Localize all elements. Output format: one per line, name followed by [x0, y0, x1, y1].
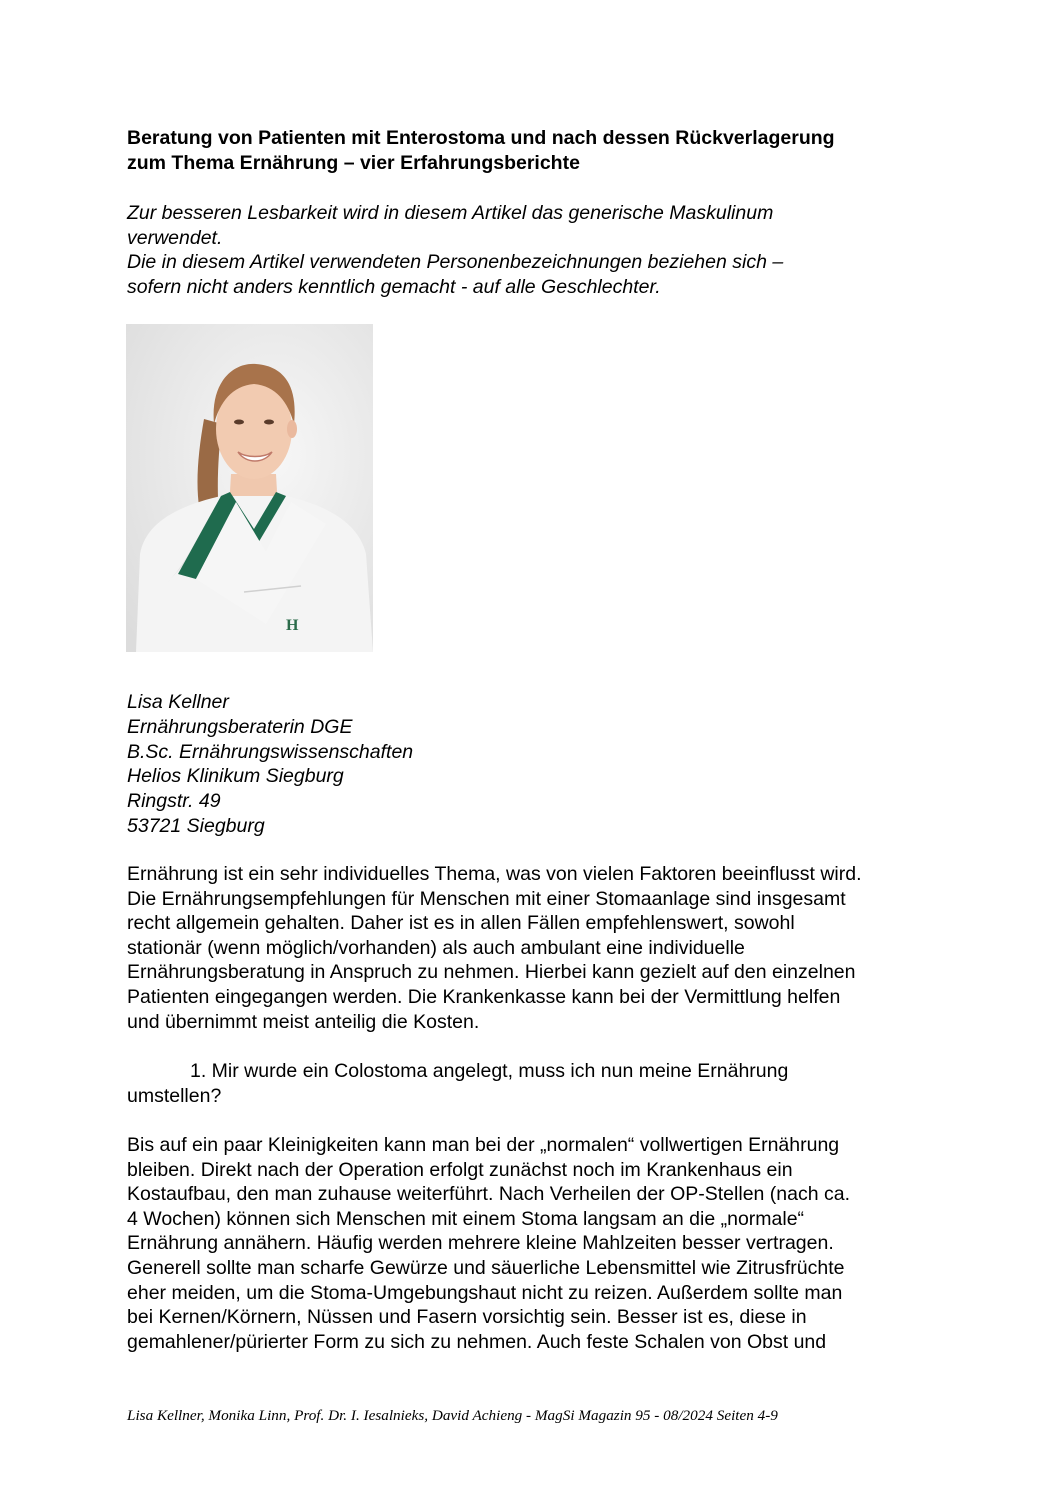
paragraph-line: Ernährung ist ein sehr individuelles Thema, was von vielen Faktoren beeinflusst wird. [127, 863, 862, 885]
title-line: Beratung von Patienten mit Enterostoma und nach dessen Rückverlagerung [127, 127, 835, 149]
paragraph-line: bleiben. Direkt nach der Operation erfolgt zunächst noch im Krankenhaus ein [127, 1158, 793, 1181]
author-name: Lisa Kellner [127, 691, 229, 713]
paragraph-line: 4 Wochen) können sich Menschen mit einem Stoma langsam an die „normale“ [127, 1207, 805, 1230]
question-line: umstellen? [127, 1084, 222, 1107]
notice-line: Die in diesem Artikel verwendeten Personenbezeichnungen beziehen sich – [127, 251, 784, 273]
helios-logo-letter: H [286, 617, 299, 634]
author-street: Ringstr. 49 [127, 790, 221, 813]
paragraph-line: Patienten eingegangen werden. Die Krankenkasse kann bei der Vermittlung helfen [127, 985, 841, 1008]
readability-notice [127, 201, 927, 299]
paragraph-line: Bis auf ein paar Kleinigkeiten kann man bei der „normalen“ vollwertigen Ernährung [127, 1134, 840, 1156]
paragraph-line: gemahlener/pürierter Form zu sich zu nehmen. Auch feste Schalen von Obst und [127, 1330, 827, 1353]
author-role: Ernährungsberaterin DGE [127, 715, 353, 738]
question-line: 1. Mir wurde ein Colostoma angelegt, muss ich nun meine Ernährung [190, 1060, 789, 1082]
question-heading [127, 1059, 957, 1108]
notice-line: verwendet. [127, 226, 223, 249]
paragraph-line: recht allgemein gehalten. Daher ist es in allen Fällen empfehlenswert, sowohl [127, 912, 795, 935]
paragraph-line: Generell sollte man scharfe Gewürze und säuerliche Lebensmittel wie Zitrusfrüchte [127, 1256, 845, 1279]
paragraph-line: bei Kernen/Körnern, Nüssen und Fasern vorsichtig sein. Besser ist es, diese in [127, 1306, 807, 1329]
paragraph-line: eher meiden, um die Stoma-Umgebungshaut nicht zu reizen. Außerdem sollte man [127, 1281, 843, 1304]
author-city: 53721 Siegburg [127, 814, 265, 837]
author-photo [126, 324, 373, 652]
author-info [127, 690, 413, 839]
paragraph-line: Ernährungsberatung in Anspruch zu nehmen. Hierbei kann gezielt auf den einzelnen [127, 961, 856, 984]
title-line: zum Thema Ernährung – vier Erfahrungsberichte [127, 152, 580, 174]
paragraph-line: Die Ernährungsempfehlungen für Menschen mit einer Stomaanlage sind insgesamt [127, 887, 846, 910]
author-institution: Helios Klinikum Siegburg [127, 765, 344, 788]
author-degree: B.Sc. Ernährungswissenschaften [127, 740, 414, 763]
notice-line: Zur besseren Lesbarkeit wird in diesem Artikel das generische Maskulinum [127, 202, 774, 224]
paragraph-line: stationär (wenn möglich/vorhanden) als auch ambulant eine individuelle [127, 936, 745, 959]
page-footer: Lisa Kellner, Monika Linn, Prof. Dr. I. Iesalnieks, David Achieng - MagSi Magazin 95 - 08/2024 Seiten 4-9 [127, 1407, 778, 1424]
notice-line: sofern nicht anders kenntlich gemacht - auf alle Geschlechter. [127, 275, 661, 298]
paragraph-line: Kostaufbau, den man zuhause weiterführt. Nach Verheilen der OP-Stellen (nach ca. [127, 1183, 851, 1206]
answer-paragraph [127, 1133, 957, 1354]
intro-paragraph [127, 862, 957, 1034]
paragraph-line: und übernimmt meist anteilig die Kosten. [127, 1010, 480, 1033]
paragraph-line: Ernährung annähern. Häufig werden mehrere kleine Mahlzeiten besser vertragen. [127, 1232, 834, 1255]
article-title [127, 126, 947, 176]
